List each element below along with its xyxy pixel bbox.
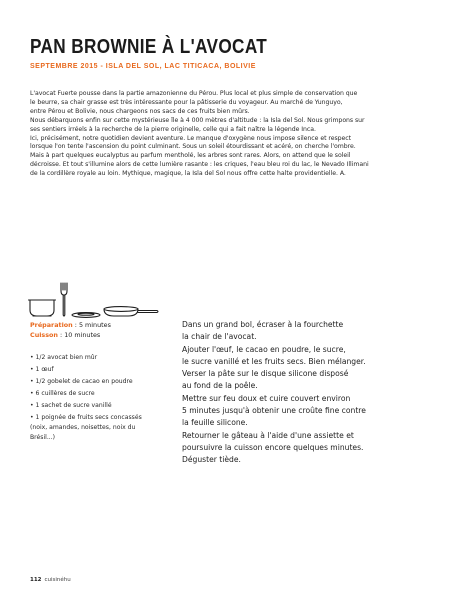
preparation-value: 5 minutes	[78, 321, 111, 329]
step-line: Mettre sur feu doux et cuire couvert environ	[182, 393, 351, 403]
preparation-label: Préparation	[30, 321, 73, 329]
intro-text	[30, 90, 432, 179]
step-line: Verser la pâte sur le disque silicone disposé	[182, 369, 349, 379]
book-name: cuisinéhu	[44, 577, 71, 583]
step-line: la feuille silicone.	[182, 418, 248, 428]
cuisson-value: 10 minutes	[64, 331, 101, 339]
ingredient-item: • 1/2 avocat bien mûr	[30, 354, 98, 361]
intro-line: L'avocat Fuerte pousse dans la partie amazonienne du Pérou. Plus local et plus simple de conservation que	[30, 90, 358, 97]
intro-line: entre Pérou et Bolivie, nous chargeons nos sacs de ces fruits bien mûrs.	[30, 107, 250, 115]
step-line: Retourner le gâteau à l'aide d'une assiette et	[182, 430, 354, 440]
recipe-steps	[182, 319, 422, 467]
recipe-title: PAN BROWNIE À L'AVOCAT	[30, 36, 268, 58]
step-line: au fond de la poêle.	[182, 381, 258, 391]
fork-icon	[61, 283, 67, 316]
cooking-time: Cuisson : 10 minutes	[30, 331, 101, 339]
recipe-subtitle: SEPTEMBRE 2015 - ISLA DEL SOL, LAC TITICACA, BOLIVIE	[30, 63, 256, 70]
ingredient-item: • 1 œuf	[30, 366, 54, 373]
step-line: Dans un grand bol, écraser à la fourchette	[182, 320, 344, 329]
timing-info	[30, 320, 111, 340]
intro-line: de la cordillère royale au loin. Mythique, magique, la Isla del Sol nous offre cette halte providentielle. A.	[30, 170, 346, 178]
ingredient-item: • 6 cuillères de sucre	[30, 390, 95, 397]
frying-pan-icon	[104, 307, 158, 316]
intro-line: Mais à part quelques eucalyptus au parfum mentholé, les arbres sont rares. Alors, on attend que le soleil	[30, 152, 351, 160]
plate-icon	[72, 313, 100, 318]
step-line: Ajouter l'œuf, le cacao en poudre, le sucre,	[182, 344, 346, 354]
intro-line: Ici, précisément, notre quotidien devient aventure. Le manque d'oxygène nous impose silence et respect	[30, 134, 352, 142]
ingredient-item: • 1 poignée de fruits secs concassés (noix, amandes, noisettes, noix du Brésil...)	[30, 414, 142, 441]
step-line: le sucre vanillé et les fruits secs. Bien mélanger.	[182, 356, 366, 366]
intro-line: le beurre, sa chair grasse est très intéressante pour la pâtisserie du voyageur. Au marché de Yunguyo,	[30, 98, 343, 106]
step-line: Déguster tiède.	[182, 455, 241, 465]
ingredient-item: • 1 sachet de sucre vanillé	[30, 402, 112, 409]
preparation-time: Préparation : 5 minutes	[30, 321, 111, 329]
intro-line: Nous débarquons enfin sur cette mystérieuse île à 4 000 mètres d'altitude : la Isla del Sol. Nous grimpons sur	[30, 116, 365, 124]
page-footer	[30, 577, 71, 583]
utensils-illustration	[28, 275, 160, 319]
intro-line: lorsque l'on tente l'ascension du point culminant. Sous un soleil étourdissant et acéré, on cherche l'ombre.	[30, 143, 356, 151]
step-line: poursuivre la cuisson encore quelques minutes.	[182, 442, 364, 452]
ingredient-item: • 1/2 gobelet de cacao en poudre	[30, 378, 133, 385]
intro-line: ses sentiers irréels à la recherche de la pierre originelle, celle qui a fait naître la légende Inca.	[30, 125, 316, 133]
ingredients-list	[30, 353, 165, 445]
page-number: 112	[30, 577, 42, 583]
step-line: 5 minutes jusqu'à obtenir une croûte fine contre	[182, 406, 366, 416]
bowl-icon	[29, 300, 56, 316]
cuisson-label: Cuisson	[30, 331, 58, 339]
intro-line: décroisse. Et tout s'illumine alors de cette lumière rasante : les criques, l'eau bleu roi du lac, le Nevado Illimani	[30, 161, 369, 169]
step-line: la chair de l'avocat.	[182, 332, 257, 342]
